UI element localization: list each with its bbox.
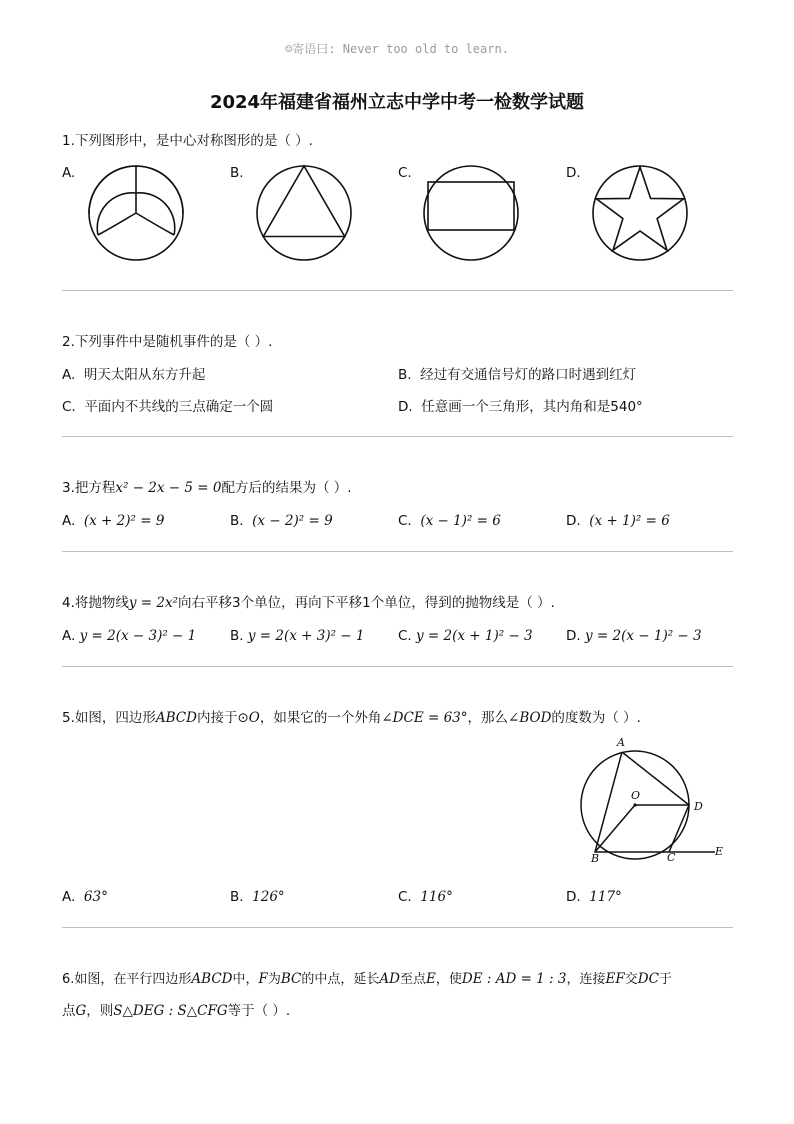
q4-stem-pre: 4.将抛物线 bbox=[62, 595, 129, 611]
question-4-stem bbox=[62, 593, 555, 613]
q4-option-c-text: y = 2(x + 1)² − 3 bbox=[416, 628, 533, 644]
q3-option-b-text: (x − 2)² = 9 bbox=[252, 513, 333, 529]
q4-option-b bbox=[230, 626, 365, 646]
q3-option-b bbox=[230, 511, 333, 531]
q5-option-d-text: 117° bbox=[589, 889, 622, 905]
separator-4 bbox=[62, 666, 733, 667]
q4-stem-equation: y = 2x² bbox=[128, 595, 179, 611]
page-title: 2024年福建省福州立志中学中考一检数学试题 bbox=[209, 92, 585, 113]
q5-option-b-text: 126° bbox=[252, 889, 285, 905]
q5-stem-3: ，如果它的一个外角 bbox=[259, 710, 382, 726]
q2-option-d-label: D. bbox=[398, 399, 413, 415]
q3-option-d-text: (x + 1)² = 6 bbox=[589, 513, 670, 529]
question-3-stem bbox=[62, 478, 352, 498]
q5-label-b: B bbox=[591, 852, 600, 865]
q6-math-ad: AD bbox=[379, 971, 400, 987]
q5-option-c-label: C. bbox=[398, 889, 412, 905]
separator-1 bbox=[62, 290, 733, 291]
q4-option-d bbox=[566, 626, 702, 646]
q5-label-o: O bbox=[631, 789, 641, 802]
q6-math-bc: BC bbox=[280, 971, 302, 987]
q3-option-d-label: D. bbox=[566, 513, 581, 529]
q5-stem-5: 的度数为（ ）. bbox=[551, 710, 641, 726]
q5-label-d: D bbox=[694, 800, 703, 813]
q5-label-a: A bbox=[617, 736, 625, 749]
q1-option-c-label: C. bbox=[398, 165, 412, 181]
q4-option-d-label: D. bbox=[566, 628, 581, 644]
q3-option-a-text: (x + 2)² = 9 bbox=[83, 513, 165, 529]
q2-option-b-text: 经过有交通信号灯的路口时遇到红灯 bbox=[420, 367, 637, 383]
q2-option-c bbox=[62, 397, 273, 417]
q3-option-c bbox=[398, 511, 501, 531]
q6-text: 等于（ ）. bbox=[227, 1003, 291, 1019]
q5-quadrilateral-abcd bbox=[595, 752, 689, 852]
motto-header: ☺寄语曰: Never too old to learn. bbox=[285, 42, 509, 56]
q6-text: 6.如图，在平行四边形 bbox=[62, 972, 192, 987]
q5-center-dot bbox=[633, 803, 636, 806]
q1-figure-c-rectangle-in-circle bbox=[421, 163, 521, 263]
q5-option-c bbox=[398, 887, 453, 907]
q2-option-b-label: B. bbox=[398, 367, 412, 383]
q4-option-a bbox=[62, 626, 196, 646]
q3-option-a bbox=[62, 511, 164, 531]
q4-option-b-text: y = 2(x + 3)² − 1 bbox=[247, 628, 365, 644]
q2-option-b bbox=[398, 365, 636, 385]
question-6-stem-line-2 bbox=[62, 1001, 290, 1021]
q6-text: 的中点，延长 bbox=[301, 972, 380, 987]
q2-option-a-text: 明天太阳从东方升起 bbox=[83, 367, 206, 383]
q3-option-b-label: B. bbox=[230, 513, 244, 529]
q6-math-ef: EF bbox=[605, 971, 625, 987]
q3-stem-post: 配方后的结果为（ ）. bbox=[221, 480, 352, 496]
q6-math-dc: DC bbox=[637, 971, 659, 987]
q3-option-a-label: A. bbox=[62, 513, 76, 529]
q2-option-a-label: A. bbox=[62, 367, 76, 383]
q1-figure-d-star-in-circle bbox=[590, 163, 690, 263]
q5-stem-4: ，那么 bbox=[467, 710, 509, 726]
q6-math-area-ratio: S△DEG : S△CFG bbox=[113, 1003, 228, 1019]
q5-math-abcd: ABCD bbox=[155, 710, 197, 726]
q5-math-angle-dce: ∠DCE = 63° bbox=[381, 710, 468, 726]
q4-option-a-text: y = 2(x − 3)² − 1 bbox=[79, 628, 197, 644]
q5-option-c-text: 116° bbox=[420, 889, 453, 905]
q4-option-b-label: B. bbox=[230, 628, 244, 644]
q4-option-c-label: C. bbox=[398, 628, 412, 644]
q3-stem-equation: x² − 2x − 5 = 0 bbox=[115, 480, 222, 496]
q5-option-a bbox=[62, 887, 108, 907]
q3-stem-pre: 3.把方程 bbox=[62, 480, 116, 496]
q5-label-c: C bbox=[667, 851, 676, 864]
q6-math-f: F bbox=[258, 971, 268, 987]
q5-option-b-label: B. bbox=[230, 889, 244, 905]
separator-2 bbox=[62, 436, 733, 437]
q5-cyclic-quadrilateral-figure bbox=[575, 735, 735, 865]
q6-math-e: E bbox=[426, 971, 436, 987]
q5-option-d bbox=[566, 887, 622, 907]
q6-text: 中， bbox=[232, 972, 259, 987]
q2-option-d-text: 任意画一个三角形，其内角和是540° bbox=[421, 399, 643, 415]
separator-3 bbox=[62, 551, 733, 552]
q6-math-ratio: DE : AD = 1 : 3 bbox=[461, 971, 567, 987]
q5-label-e: E bbox=[715, 845, 724, 858]
q1-option-a-label: A. bbox=[62, 165, 76, 181]
q6-text: 于 bbox=[658, 972, 672, 987]
q4-stem-post: 向右平移3个单位，再向下平移1个单位，得到的抛物线是（ ）. bbox=[178, 595, 555, 611]
q5-option-b bbox=[230, 887, 285, 907]
separator-5 bbox=[62, 927, 733, 928]
q2-option-a bbox=[62, 365, 205, 385]
q6-text: 点 bbox=[62, 1003, 76, 1019]
q5-stem-2: 内接于⊙ bbox=[196, 710, 249, 726]
q2-option-c-label: C. bbox=[62, 399, 76, 415]
q3-option-d bbox=[566, 511, 670, 531]
question-2-stem: 2.下列事件中是随机事件的是（ ）. bbox=[62, 334, 273, 350]
q3-option-c-label: C. bbox=[398, 513, 412, 529]
q6-math-abcd: ABCD bbox=[191, 971, 233, 987]
q5-math-angle-bod: ∠BOD bbox=[508, 710, 552, 726]
q6-text: 交 bbox=[624, 972, 638, 987]
q5-math-o: O bbox=[248, 710, 260, 726]
q6-text: ，使 bbox=[435, 972, 462, 987]
q4-option-a-label: A. bbox=[62, 628, 76, 644]
q3-option-c-text: (x − 1)² = 6 bbox=[420, 513, 501, 529]
q6-text: 为 bbox=[267, 972, 281, 987]
q6-text: 至点 bbox=[400, 972, 427, 987]
q1-option-b-label: B. bbox=[230, 165, 244, 181]
q5-option-a-text: 63° bbox=[83, 889, 108, 905]
q5-option-a-label: A. bbox=[62, 889, 76, 905]
q1-figure-b-triangle-in-circle bbox=[254, 163, 354, 263]
question-6-stem-line-1 bbox=[62, 969, 672, 990]
q6-text: ，连接 bbox=[566, 972, 606, 987]
q5-option-d-label: D. bbox=[566, 889, 581, 905]
q1-option-d-label: D. bbox=[566, 165, 581, 181]
question-5-stem bbox=[62, 708, 641, 728]
q4-option-d-text: y = 2(x − 1)² − 3 bbox=[584, 628, 702, 644]
q6-text: ，则 bbox=[86, 1003, 114, 1019]
q6-math-g: G bbox=[75, 1003, 87, 1019]
q4-option-c bbox=[398, 626, 533, 646]
q1-figure-a-trefoil bbox=[86, 163, 186, 263]
q2-option-d bbox=[398, 397, 643, 417]
q5-stem-1: 5.如图，四边形 bbox=[62, 710, 156, 726]
q2-option-c-text: 平面内不共线的三点确定一个圆 bbox=[84, 399, 274, 415]
question-1-stem: 1.下列图形中，是中心对称图形的是（ ）. bbox=[62, 133, 313, 149]
